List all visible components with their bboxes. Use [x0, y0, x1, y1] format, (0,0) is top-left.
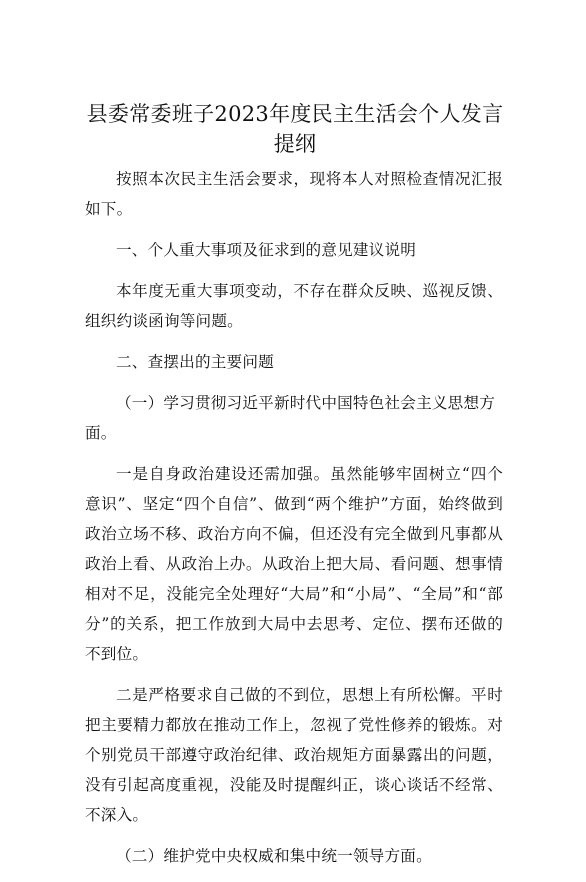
- intro-paragraph: 按照本次民主生活会要求，现将本人对照检查情况汇报如下。: [85, 170, 503, 218]
- document-title: 县委常委班子2023年度民主生活会个人发言提纲: [86, 102, 504, 156]
- problem-paragraph-1: 一是自身政治建设还需加强。虽然能够牢固树立“四个意识”、坚定“四个自信”、做到“两个维护”方面，始终做到政治立场不移、政治方向不偏，但还没有完全做到凡事都从政治上看、从政治上办。从政治上把大局、看问题、想事情相对不足，没能完全处理好“大局”和“小局”、“全局”和“部分”的关系，把工作放到大局中去思考、定位、摆布还做的不到位。: [85, 465, 503, 663]
- section-heading-2: 二、查摆出的主要问题: [116, 353, 274, 371]
- subsection-heading-1: （一）学习贯彻习近平新时代中国特色社会主义思想方面。: [85, 394, 496, 442]
- section-1-paragraph: 本年度无重大事项变动，不存在群众反映、巡视反馈、组织约谈函询等问题。: [85, 282, 503, 330]
- document-body: [85, 164, 503, 882]
- problem-paragraph-2: 二是严格要求自己做的不到位，思想上有所松懈。平时把主要精力都放在推动工作上，忽视了党性修养的锻炼。对个别党员干部遵守政治纪律、政治规矩方面暴露出的问题，没有引起高度重视，没能及时提醒纠正，谈心谈话不经常、不深入。: [85, 686, 503, 824]
- subsection-heading-2: （二）维护党中央权威和集中统一领导方面。: [116, 847, 432, 865]
- section-heading-1: 一、个人重大事项及征求到的意见建议说明: [116, 241, 417, 259]
